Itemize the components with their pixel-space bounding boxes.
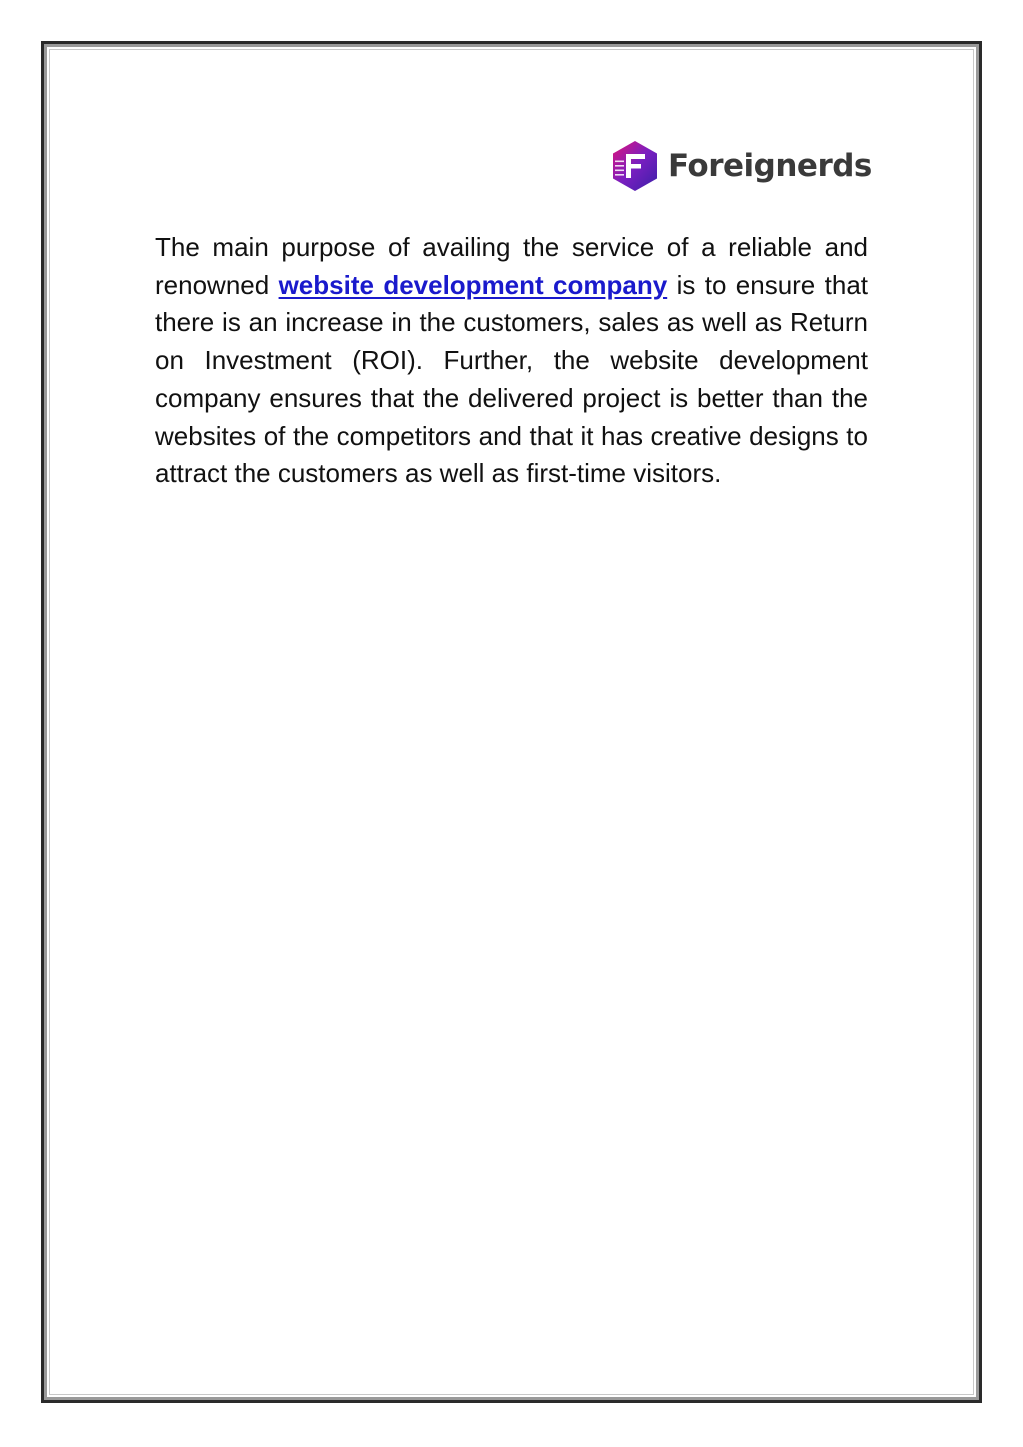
- body-text-after-link: is to ensure that there is an increase in the customers, sales as well as Return on Investment (ROI). Further, the website development company ensures that the delivered project is better than the websites of the competitors and that it has creative designs to attract the customers as well as first-time visitors.: [155, 269, 869, 489]
- brand-logo: [612, 140, 872, 192]
- website-development-company-link[interactable]: website development company: [278, 269, 668, 300]
- brand-name: Foreignerds: [668, 147, 872, 184]
- body-text-before-link: The main purpose of availing the service of a reliable and renowned: [155, 232, 868, 300]
- body-paragraph: [155, 229, 868, 493]
- foreignerds-logo-icon: [612, 140, 658, 192]
